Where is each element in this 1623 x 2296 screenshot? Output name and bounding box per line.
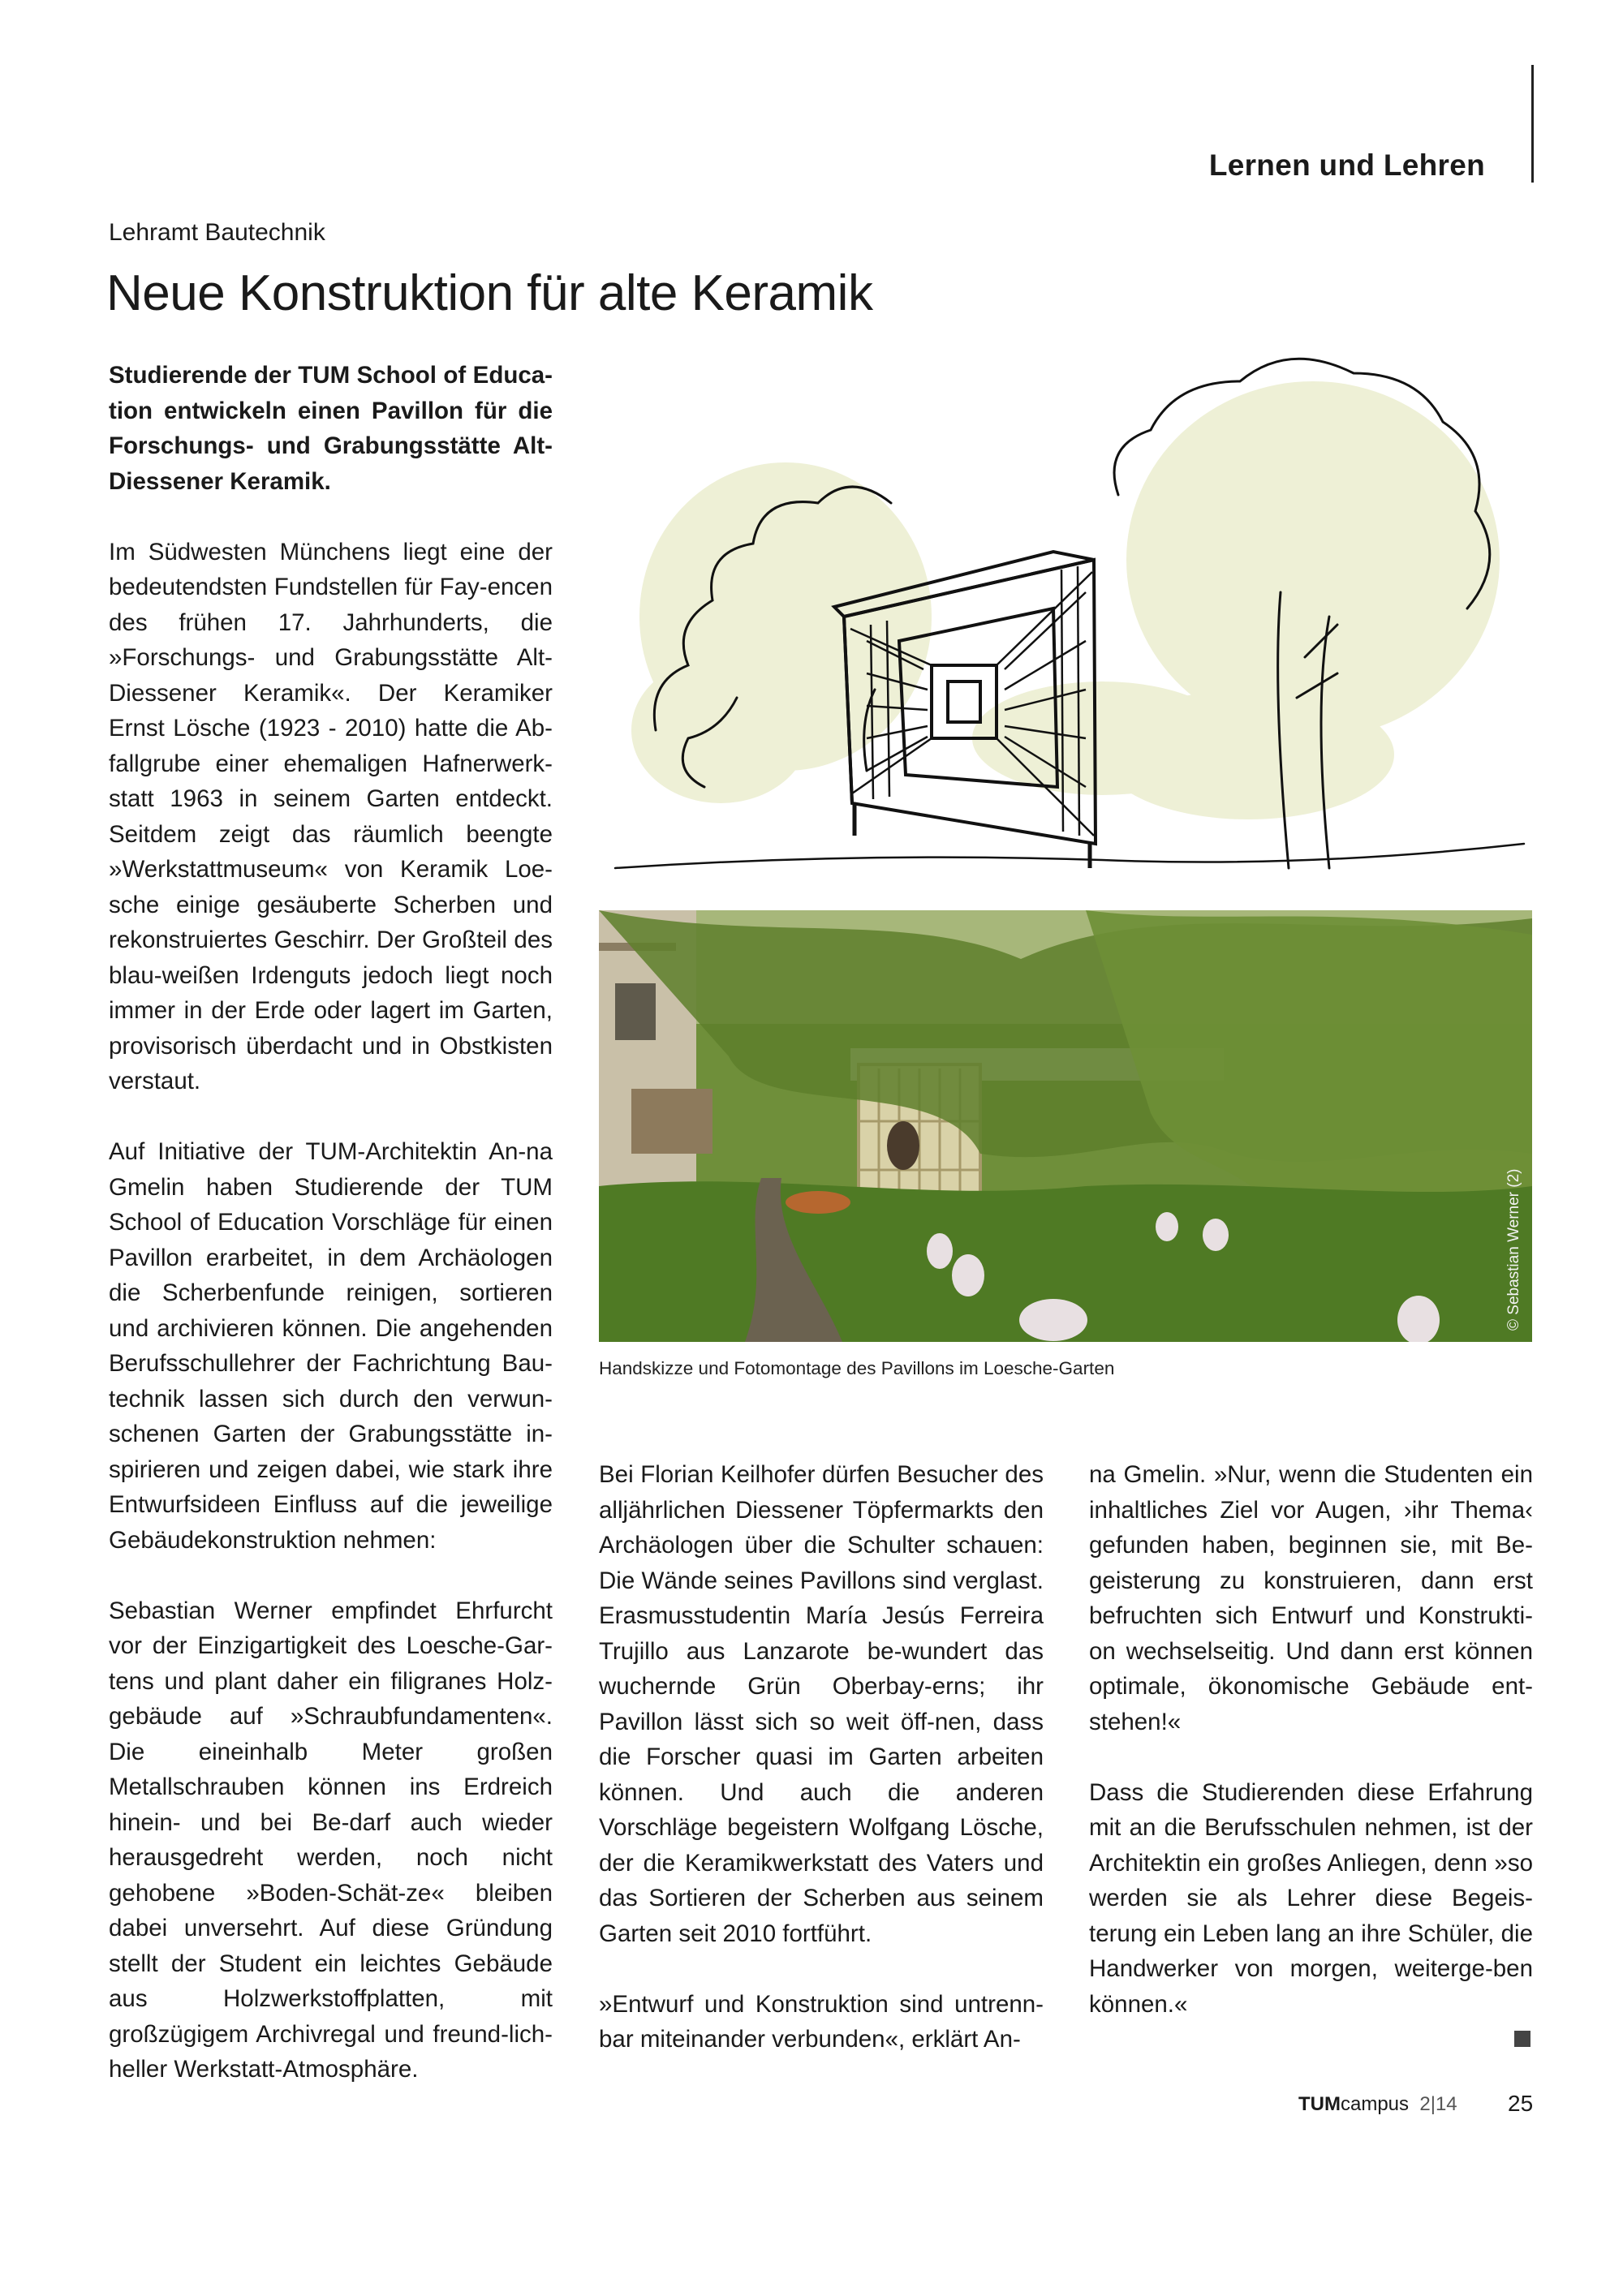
article-kicker: Lehramt Bautechnik — [109, 219, 325, 246]
section-title: Lernen und Lehren — [1208, 148, 1485, 182]
text-column-1 — [109, 358, 553, 2087]
footer-brand — [1298, 2093, 1457, 2116]
header-rule — [1531, 65, 1534, 183]
body-paragraph: »Entwurf und Konstruktion sind untrenn-bar miteinander verbunden«, erklärt An- — [599, 1990, 1044, 2053]
body-paragraph: Sebastian Werner empfindet Ehrfurcht vor der Einzigartigkeit des Loesche-Gar-tens und plant daher ein filigranes Holz-gebäude auf »Schraubfundamenten«. Die eineinhalb Meter großen Metallschrauben können ins Erdreich hinein- und bei Be-darf auch wieder herausgedreht werden, noch nicht gehobene »Boden-Schät-ze« bleiben dabei unversehrt. Auf diese Gründung stellt der Student ein leichtes Gebäude aus Holzwerkstoffplatten, mit großzügigem Archivregal und freund-lich-heller Werkstatt-Atmosphäre. — [109, 1597, 553, 2083]
issue-number: 2|14 — [1419, 2093, 1457, 2115]
text-column-2 — [599, 1457, 1044, 2057]
end-of-article-square — [1514, 2031, 1530, 2047]
text-column-3 — [1089, 1457, 1533, 2022]
brand-tum: TUM — [1298, 2093, 1341, 2115]
article-title: Neue Konstruktion für alte Keramik — [106, 265, 873, 321]
body-paragraph: Dass die Studierenden diese Erfahrung mit an die Berufsschulen nehmen, ist der Architektin ein großes Anliegen, denn »so werden sie als Lehrer diese Begeis-terung ein Leben lang an ihre Schüler, die Handwerker von morgen, weiterge-ben können.« — [1089, 1778, 1533, 2018]
figure-caption: Handskizze und Fotomontage des Pavillons im Loesche-Garten — [599, 1358, 1115, 1378]
pavilion-sketch — [599, 349, 1532, 884]
brand-campus: campus — [1340, 2093, 1410, 2115]
body-paragraph: Im Südwesten Münchens liegt eine der bedeutendsten Fundstellen für Fay-encen des frühen 17. Jahrhunderts, die »Forschungs- und Grabungsstätte Alt-Diessener Keramik«. Der Keramiker Ernst Lösche (1923 - 2010) hatte die Ab-fallgrube einer ehemaligen Hafnerwerk-statt 1963 in seinem Garten entdeckt. Seitdem zeigt das räumlich beengte »Werkstattmuseum« von Keramik Loe-sche einige gesäuberte Scherben und rekonstruiertes Geschirr. Der Großteil des blau-weißen Irdenguts jedoch liegt noch immer in der Erde oder lagert im Garten, provisorisch überdacht und in Obstkisten verstaut. — [109, 538, 553, 1094]
garden-photo — [599, 910, 1532, 1342]
lead-paragraph: Studierende der TUM School of Educa-tion entwickeln einen Pavillon für die Forschungs- und Grabungsstätte Alt-Diessener Keramik. — [109, 362, 553, 495]
photo-credit: © Sebastian Werner (2) — [1505, 1168, 1522, 1331]
body-paragraph: Auf Initiative der TUM-Architektin An-na Gmelin haben Studierende der TUM School of Education Vorschläge für einen Pavillon erarbeitet, in dem Archäologen die Scherbenfunde reinigen, sortieren und archivieren können. Die angehenden Berufsschullehrer der Fachrichtung Bau-technik lassen sich durch den verwun-schenen Garten der Grabungsstätte in-spirieren und zeigen dabei, wie stark ihre Entwurfsideen Einfluss auf die jeweilige Gebäudekonstruktion nehmen: — [109, 1138, 553, 1554]
page-number: 25 — [1508, 2091, 1534, 2116]
body-paragraph: Bei Florian Keilhofer dürfen Besucher des alljährlichen Diessener Töpfermarkts den Archäologen über die Schulter schauen: Die Wände seines Pavillons sind verglast. Erasmusstudentin María Jesús Ferreira Trujillo aus Lanzarote be-wundert das wuchernde Grün Oberbay-erns; ihr Pavillon lässt sich so weit öff-nen, dass die Forscher quasi im Garten arbeiten können. Und auch die anderen Vorschläge begeistern Wolfgang Lösche, der die Keramikwerkstatt des Vaters und das Sortieren der Scherben aus seinem Garten seit 2010 fortführt. — [599, 1461, 1044, 1947]
body-paragraph: na Gmelin. »Nur, wenn die Studenten ein inhaltliches Ziel vor Augen, ›ihr Thema‹ gefunden haben, beginnen sie, mit Be-geisterung zu konstruieren, dann erst befruchten sich Entwurf und Konstrukti-on wechselseitig. Und dann erst können optimale, ökonomische Gebäude ent-stehen!« — [1089, 1461, 1533, 1735]
